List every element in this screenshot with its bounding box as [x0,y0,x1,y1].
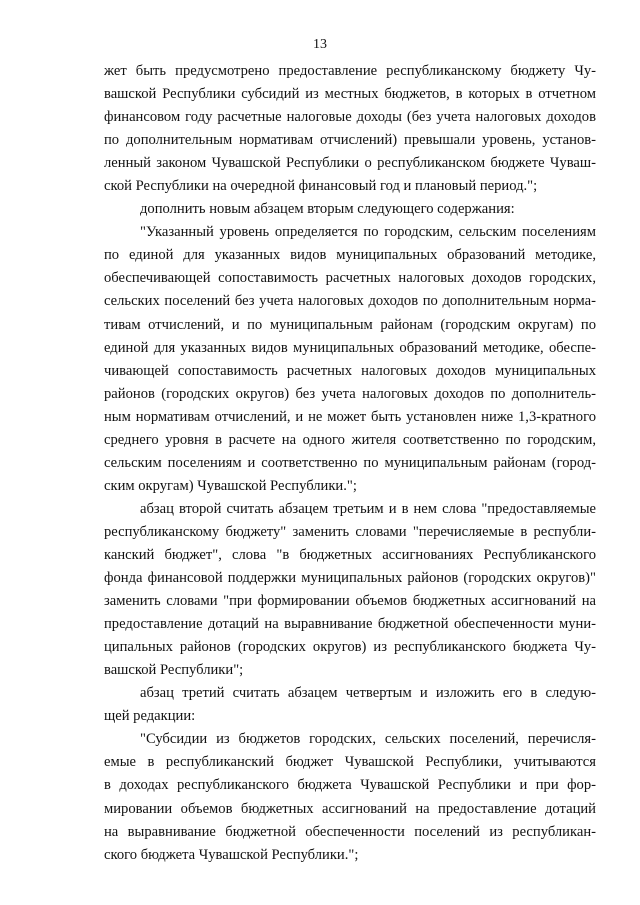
text-line: ского бюджета Чувашской Республики."; [104,846,359,863]
text-line: фонда финансовой поддержки муниципальных районов (городских округов)" [104,570,596,587]
text-line: на выравнивание бюджетной обеспеченности поселений из республикан- [104,823,596,840]
text-line: заменить словами "при формировании объемов бюджетных ассигнований на [104,593,596,610]
text-line: ным нормативам отчислений, и не может быть установлен ниже 1,3-кратного [104,408,596,425]
text-line: ским округам) Чувашской Республики."; [104,477,357,494]
text-line: жет быть предусмотрено предоставление республиканскому бюджету Чу- [104,63,596,79]
text-line: в доходах республиканского бюджета Чувашской Республики и при фор- [104,777,596,794]
text-line: вашской Республики"; [104,662,244,679]
text-line: единой для указанных видов муниципальных образований методике, обеспе- [104,339,596,356]
text-line: финансовом году расчетные налоговые доходы (без учета налоговых доходов [104,109,596,126]
text-line: сельских поселений без учета налоговых доходов по дополнительным норма- [104,293,596,310]
text-line: ленный законом Чувашской Республики о республиканском бюджете Чуваш- [104,155,596,172]
text-line: "Субсидии из бюджетов городских, сельских поселений, перечисля- [140,731,596,748]
text-line: по дополнительным нормативам отчислений) превышали уровень, установ- [104,132,596,149]
text-line: абзац третий считать абзацем четвертым и изложить его в следую- [140,685,596,702]
text-line: тивам отчислений, и по муниципальным районам (городским округам) по [104,316,596,333]
text-line: предоставление дотаций на выравнивание бюджетной обеспеченности муни- [104,616,596,633]
document-body [104,60,596,867]
text-line: канский бюджет", слова "в бюджетных ассигнованиях Республиканского [104,546,596,563]
text-line: "Указанный уровень определяется по городским, сельским поселениям [140,224,596,241]
text-line: дополнить новым абзацем вторым следующего содержания: [140,201,515,218]
page-number: 13 [313,37,327,52]
text-line: мировании объемов бюджетных ассигнований на предоставление дотаций [104,800,596,817]
text-line: обеспечивающей сопоставимость расчетных налоговых доходов городских, [104,270,596,287]
text-line: щей редакции: [104,708,196,725]
text-line: ской Республики на очередной финансовый год и плановый период."; [104,178,538,195]
text-line: вашской Республики субсидий из местных бюджетов, в которых в отчетном [104,86,596,103]
text-line: по единой для указанных видов муниципальных образований методике, [104,247,596,264]
text-line: районов (городских округов) без учета налоговых доходов по дополнитель- [104,385,596,402]
text-line: чивающей сопоставимость расчетных налоговых доходов муниципальных [104,362,596,379]
text-line: ципальных районов (городских округов) из республиканского бюджета Чу- [104,639,596,656]
text-line: республиканскому бюджету" заменить словами "перечисляемые в республи- [104,523,596,540]
text-line: среднего уровня в расчете на одного жителя соответственно по городским, [104,431,596,448]
text-line: абзац второй считать абзацем третьим и в нем слова "предоставляемые [140,500,596,517]
text-line: емые в республиканский бюджет Чувашской Республики, учитываются [104,754,596,771]
text-line: сельским поселениям и соответственно по муниципальным районам (город- [104,454,596,471]
